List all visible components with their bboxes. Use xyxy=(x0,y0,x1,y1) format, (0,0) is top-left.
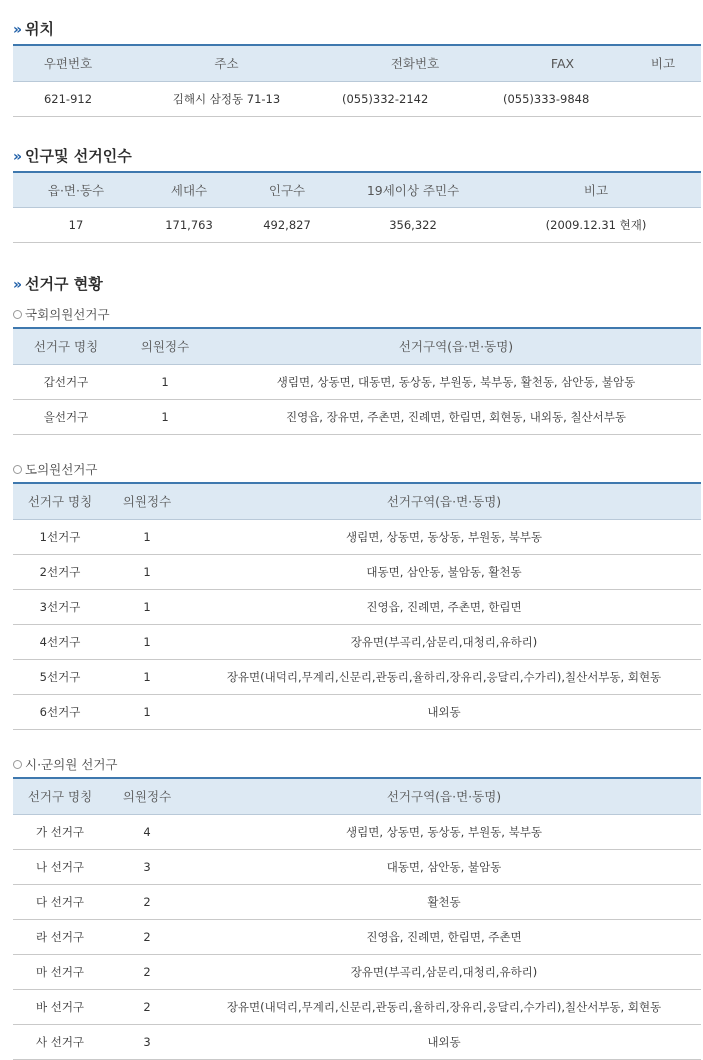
population-table xyxy=(13,171,701,243)
table-row: 6선거구 1 내외동 xyxy=(13,694,701,729)
table-row: 사 선거구 3 내외동 xyxy=(13,1024,701,1059)
table-row: 3선거구 1 진영읍, 진례면, 주촌면, 한림면 xyxy=(13,589,701,624)
col-header: 비고 xyxy=(491,172,701,207)
subtitle-municipal: 시·군의원 선거구 xyxy=(13,755,117,773)
provincial-district-table xyxy=(13,482,701,730)
double-chevron-icon: » xyxy=(13,149,20,165)
col-header: 선거구역(읍·면·동명) xyxy=(211,328,701,364)
municipal-district-table xyxy=(13,777,701,1060)
double-chevron-icon: » xyxy=(13,22,20,38)
table-row: 5선거구 1 장유면(내덕리,무계리,신문리,관동리,율하리,장유리,응달리,수가리),칠산서부동, 회현동 xyxy=(13,659,701,694)
col-header: 주소 xyxy=(123,45,330,81)
national-district-table xyxy=(13,327,701,435)
table-row: 가 선거구 4 생림면, 상동면, 동상동, 부원동, 북부동 xyxy=(13,814,701,849)
table-row: 바 선거구 2 장유면(내덕리,무계리,신문리,관동리,율하리,장유리,응달리,수가리),칠산서부동, 회현동 xyxy=(13,989,701,1024)
table-row: 나 선거구 3 대동면, 삼안동, 불암동 xyxy=(13,849,701,884)
col-header: 선거구 명칭 xyxy=(13,328,119,364)
col-header: 선거구 명칭 xyxy=(13,778,107,814)
table-row: 을선거구 1 진영읍, 장유면, 주촌면, 진례면, 한림면, 회현동, 내외동, 칠산서부동 xyxy=(13,399,701,434)
section-title-location: » 위치 xyxy=(13,20,55,38)
col-header: 의원정수 xyxy=(107,483,187,519)
subtitle-provincial: 도의원선거구 xyxy=(13,460,97,478)
table-row: 1선거구 1 생림면, 상동면, 동상동, 부원동, 북부동 xyxy=(13,519,701,554)
col-header: 우편번호 xyxy=(13,45,123,81)
table-row: 다 선거구 2 활천동 xyxy=(13,884,701,919)
table-row: 4선거구 1 장유면(부곡리,삼문리,대청리,유하리) xyxy=(13,624,701,659)
table-row: 17 171,763 492,827 356,322 (2009.12.31 현재) xyxy=(13,207,701,242)
col-header: 전화번호 xyxy=(330,45,500,81)
table-row: 2선거구 1 대동면, 삼안동, 불암동, 활천동 xyxy=(13,554,701,589)
subtitle-national: 국회의원선거구 xyxy=(13,305,110,323)
col-header: 의원정수 xyxy=(119,328,211,364)
col-header: 의원정수 xyxy=(107,778,187,814)
col-header: 선거구역(읍·면·동명) xyxy=(187,483,701,519)
col-header: 선거구 명칭 xyxy=(13,483,107,519)
section-title-population: » 인구및 선거인수 xyxy=(13,147,132,165)
col-header: FAX xyxy=(500,45,625,81)
table-row: 마 선거구 2 장유면(부곡리,삼문리,대청리,유하리) xyxy=(13,954,701,989)
location-table xyxy=(13,44,701,117)
col-header: 인구수 xyxy=(239,172,335,207)
circle-bullet-icon xyxy=(13,760,22,769)
col-header: 19세이상 주민수 xyxy=(335,172,491,207)
section-title-districts: » 선거구 현황 xyxy=(13,275,103,293)
table-row: 621-912 김해시 삼정동 71-13 (055)332-2142 (055)333-9848 xyxy=(13,81,701,116)
double-chevron-icon: » xyxy=(13,277,20,293)
col-header: 세대수 xyxy=(139,172,239,207)
col-header: 비고 xyxy=(625,45,701,81)
circle-bullet-icon xyxy=(13,465,22,474)
table-row: 갑선거구 1 생림면, 상동면, 대동면, 동상동, 부원동, 북부동, 활천동, 삼안동, 불암동 xyxy=(13,364,701,399)
circle-bullet-icon xyxy=(13,310,22,319)
table-row: 라 선거구 2 진영읍, 진례면, 한림면, 주촌면 xyxy=(13,919,701,954)
col-header: 선거구역(읍·면·동명) xyxy=(187,778,701,814)
col-header: 읍·면·동수 xyxy=(13,172,139,207)
